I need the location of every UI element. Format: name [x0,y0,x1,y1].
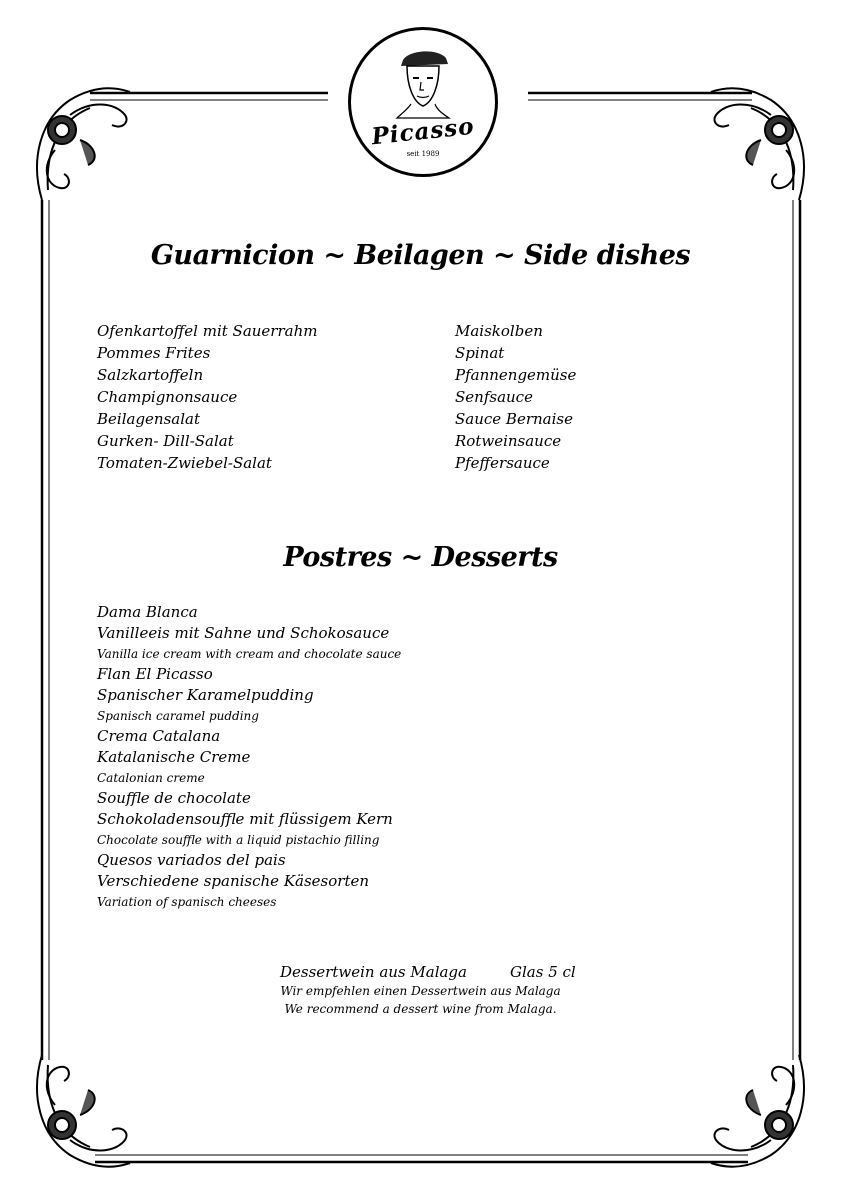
wine-name: Dessertwein aus Malaga [280,963,467,981]
dessert-name: Souffle de chocolate [97,789,251,807]
list-item [97,386,317,408]
desserts-heading: Postres ~ Desserts [283,542,558,573]
dessert-item [97,664,401,726]
list-item: Maiskolben [455,322,543,340]
wine-size: Glas 5 cl [510,963,576,981]
dessert-english: Vanilla ice cream with cream and chocolate sauce [97,647,402,661]
logo-since: seit 1989 [406,150,440,158]
list-item: Senfsauce [455,388,533,406]
dessert-name: Quesos variados del pais [97,851,286,869]
dish-name: Ofenkartoffel [97,322,198,340]
dessert-german: Katalanische Creme [97,748,251,766]
corner-flourish-icon [37,88,130,200]
dish-name: Salzkartoffeln [97,366,204,384]
dish-name: Beilagensalat [97,410,200,428]
wine-english: We recommend a dessert wine from Malaga. [284,1002,557,1016]
dessert-german: Vanilleeis mit Sahne und Schokosauce [97,624,390,642]
dessert-english: Spanisch caramel pudding [97,709,259,723]
list-item [97,364,317,386]
dessert-name: Dama Blanca [97,603,198,621]
wine-german: Wir empfehlen einen Dessertwein aus Malaga [280,984,561,998]
list-item [97,430,317,452]
dessert-item [97,726,401,788]
dish-note: mit Sauerrahm [202,322,318,340]
dessert-name: Crema Catalana [97,727,221,745]
dessert-wine [0,962,841,1018]
dessert-item [97,602,401,664]
list-item [97,408,317,430]
wine-row [0,962,841,982]
dish-name: Tomaten-Zwiebel-Salat [97,454,272,472]
restaurant-logo [348,27,498,177]
dessert-german: Schokoladensouffle mit flüssigem Kern [97,810,393,828]
list-item: Sauce Bernaise [455,410,573,428]
dessert-english: Catalonian creme [97,771,205,785]
dessert-name: Flan El Picasso [97,665,213,683]
list-item: Rotweinsauce [455,432,562,450]
list-item [97,342,317,364]
list-item: Pfeffersauce [455,454,550,472]
list-item: Spinat [455,344,505,362]
dessert-german: Spanischer Karamelpudding [97,686,314,704]
list-item: Pfannengemüse [455,366,577,384]
dessert-english: Variation of spanisch cheeses [97,895,277,909]
logo-wordmark: Picasso [370,112,476,151]
dessert-english: Chocolate souffle with a liquid pistachio filling [97,833,380,847]
side-dishes-heading: Guarnicion ~ Beilagen ~ Side dishes [150,240,691,271]
dessert-item [97,850,401,912]
dish-name: Gurken- Dill-Salat [97,432,234,450]
dish-name: Champignonsauce [97,388,238,406]
dish-name: Pommes Frites [97,344,211,362]
dessert-item [97,788,401,850]
dessert-german: Verschiedene spanische Käsesorten [97,872,370,890]
list-item [97,320,317,342]
side-dishes-left-column [97,320,317,474]
side-dishes-right-column [455,320,576,474]
list-item [97,452,317,474]
desserts-list [97,602,401,912]
